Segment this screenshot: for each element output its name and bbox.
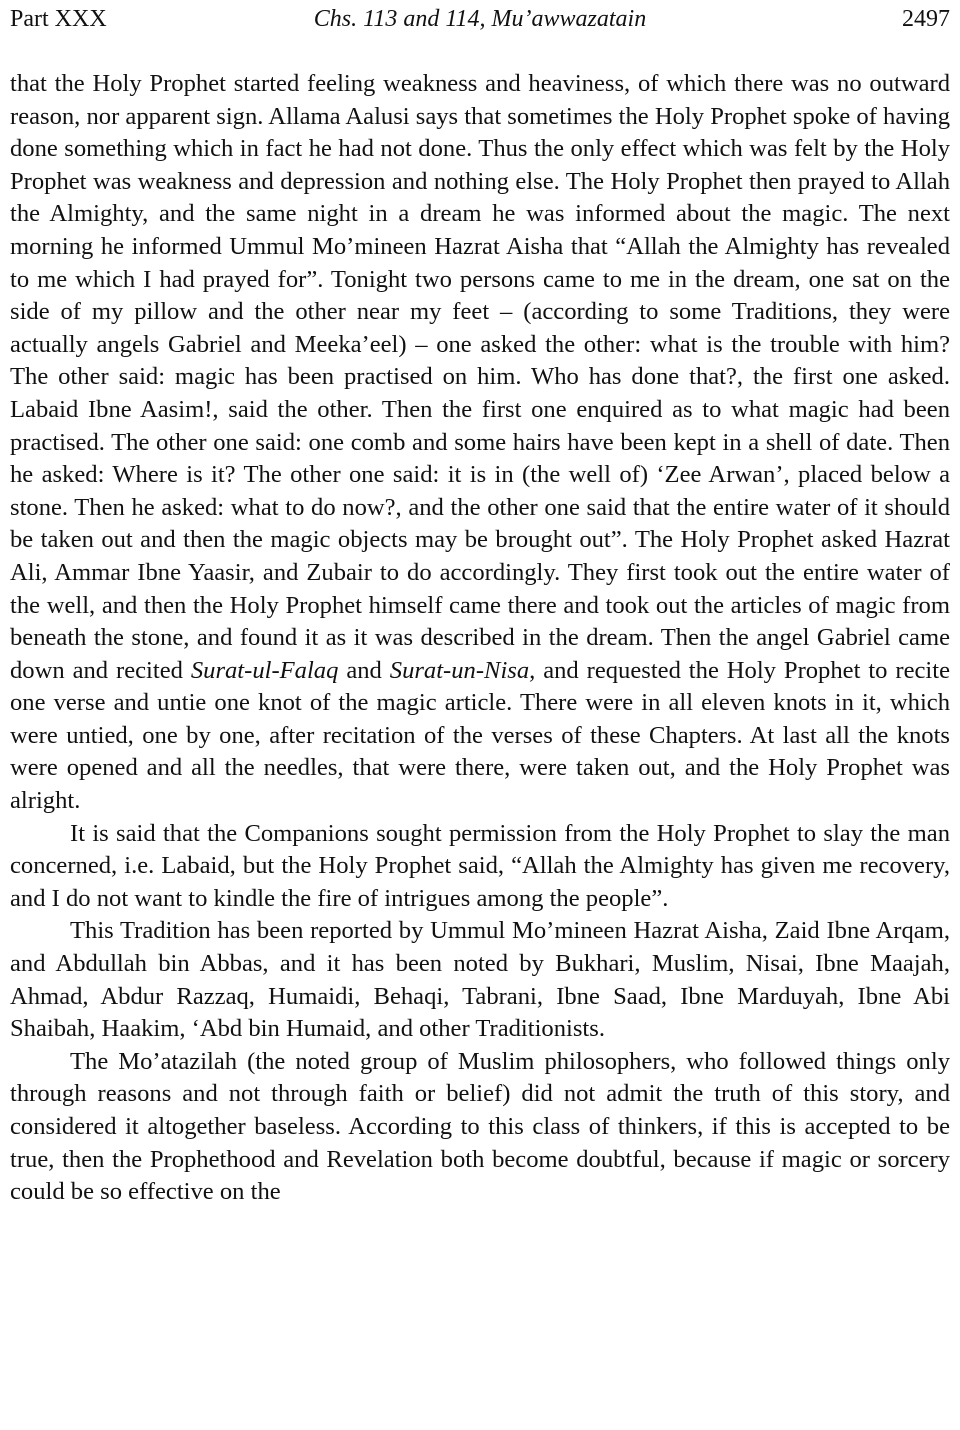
page-number: 2497 [902,6,950,32]
part-label: Part XXX [10,6,107,32]
text-segment: and [338,656,390,684]
italic-title-surat-ul-falaq: Surat-ul-Falaq [190,656,339,684]
text-segment: that the Holy Prophet started feeling weakness and heaviness, of which there was no outward reason, nor apparent sign. Allama Aalusi says that sometimes the Holy Prophet spoke of having done something which in fact he had not done. Thus the only effect which was felt by the Holy Prophet was weakness and depression and nothing else. The Holy Prophet then prayed to Allah the Almighty, and the same night in a dream he was informed about the magic. The next morning he informed Ummul Mo’mineen Hazrat Aisha that “Allah the Almighty has revealed to me which I had prayed for”. Tonight two persons came to me in the dream, one sat on the side of my pillow and the other near my feet – (according to some Traditions, they were actually angels Gabriel and Meeka’eel) – one asked the other: what is the trouble with him? The other said: magic has been practised on him. Who has done that?, the first one asked. Labaid Ibne Aasim!, said the other. Then the first one enquired as to what magic had been practised. The other one said: one comb and some hairs have been kept in a shell of date. Then he asked: Where is it? The other one said: it is in (the well of) ‘Zee Arwan’, placed below a stone. Then he asked: what to do now?, and the other one said that the entire water of it should be taken out and then the magic objects may be brought out”. The Holy Prophet asked Hazrat Ali, Ammar Ibne Yaasir, and Zubair to do accordingly. They first took out the entire water of the well, and then the Holy Prophet himself came there and took out the articles of magic from beneath the stone, and found it as it was described in the dream. Then the angel Gabriel came down and recited [10,70,950,684]
text-segment: and requested the Holy Prophet to recite one verse and untie one knot of the magic article. There were in all eleven knots in it, which were untied, one by one, after recitation of the verses of these Chapters. At last all the knots were opened and all the needles, that were there, were taken out, and the Holy Prophet was alright. [10,656,950,815]
text-segment: This Tradition has been reported by Ummul Mo’mineen Hazrat Aisha, Zaid Ibne Arqam, and Abdullah bin Abbas, and it has been noted by Bukhari, Muslim, Nisai, Ibne Maajah, Ahmad, Abdur Razzaq, Humaidi, Behaqi, Tabrani, Ibne Saad, Ibne Marduyah, Ibne Abi Shaibah, Haakim, ‘Abd bin Humaid, and other Traditionists. [10,917,950,1043]
text-segment: The Mo’atazilah (the noted group of Muslim philosophers, who followed things only through reasons and not through faith or belief) did not admit the truth of this story, and considered it altogether baseless. According to this class of thinkers, if this is accepted to be true, then the Prophethood and Revelation both become doubtful, because if magic or sorcery could be so effective on the [10,1047,950,1206]
paragraph-2 [10,818,950,916]
text-segment: It is said that the Companions sought permission from the Holy Prophet to slay the man concerned, i.e. Labaid, but the Holy Prophet said, “Allah the Almighty has given me recovery, and I do not want to kindle the fire of intrigues among the people”. [10,819,950,912]
paragraph-4 [10,1046,950,1209]
paragraph-1 [10,68,950,818]
chapter-title: Chs. 113 and 114, Mu’awwazatain [313,6,647,32]
book-page [10,4,950,1424]
body-text [10,68,950,1209]
paragraph-3 [10,915,950,1045]
italic-title-surat-un-nisa: Surat-un-Nisa, [389,656,536,684]
running-header [10,4,950,34]
